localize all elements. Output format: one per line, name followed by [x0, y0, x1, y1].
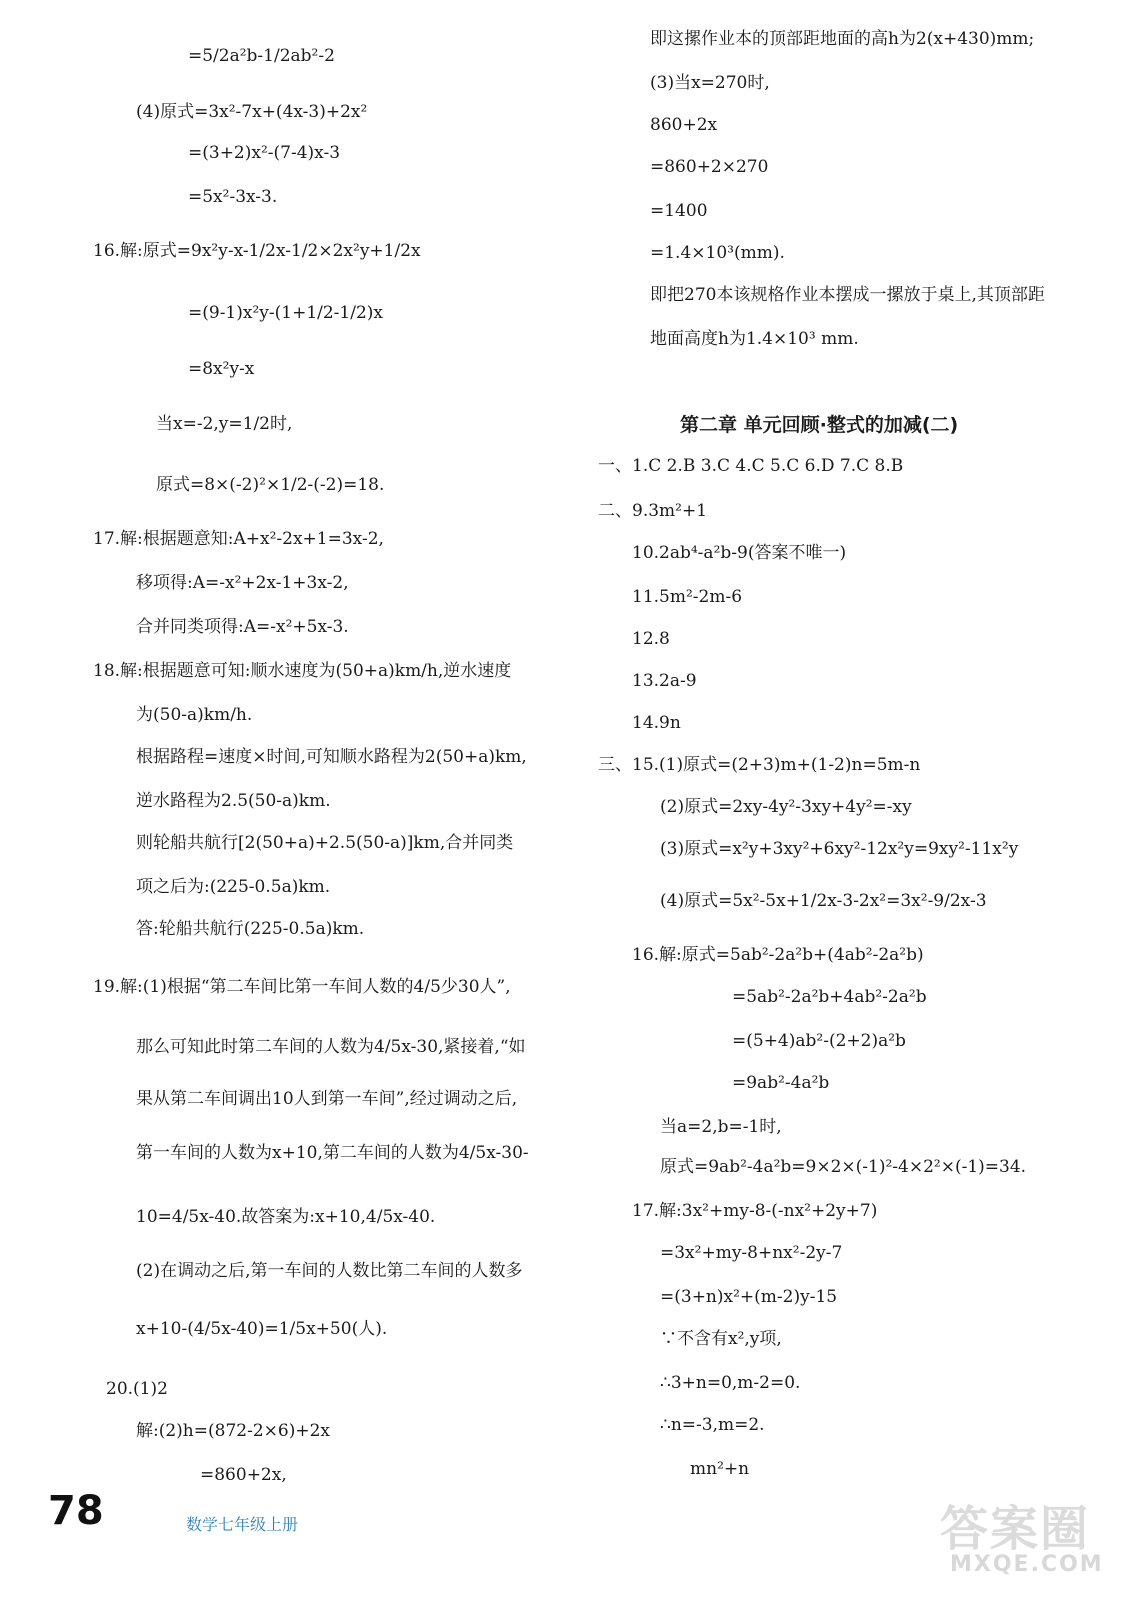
answer-line: =860+2×270	[650, 157, 769, 177]
answer-line: (4)原式=3x²-7x+(4x-3)+2x²	[136, 102, 368, 122]
answer-line: =860+2x,	[200, 1465, 287, 1485]
watermark-logo	[920, 1490, 1125, 1590]
page-number: 78	[48, 1488, 104, 1534]
answer-line: 三、15.(1)原式=(2+3)m+(1-2)n=5m-n	[598, 755, 921, 775]
answer-line: 10.2ab⁴-a²b-9(答案不唯一)	[632, 543, 847, 563]
answer-line: 逆水路程为2.5(50-a)km.	[136, 791, 331, 811]
answer-line: 果从第二车间调出10人到第一车间”,经过调动之后,	[136, 1089, 518, 1109]
answer-line: =(9-1)x²y-(1+1/2-1/2)x	[188, 303, 384, 323]
book-title: 数学七年级上册	[186, 1515, 299, 1534]
answer-line: 第一车间的人数为x+10,第二车间的人数为4/5x-30-	[136, 1143, 529, 1163]
answer-line: =5/2a²b-1/2ab²-2	[188, 46, 335, 66]
answer-line: 即把270本该规格作业本摆成一摞放于桌上,其顶部距	[650, 285, 1045, 305]
answer-line: ∴3+n=0,m-2=0.	[660, 1373, 801, 1393]
answer-line: 即这摞作业本的顶部距地面的高h为2(x+430)mm;	[650, 29, 1035, 49]
answer-line: =9ab²-4a²b	[732, 1073, 830, 1093]
answer-line: 20.(1)2	[106, 1379, 168, 1399]
answer-line: =3x²+my-8+nx²-2y-7	[660, 1243, 843, 1263]
answer-line: 二、9.3m²+1	[598, 501, 708, 521]
answer-line: 860+2x	[650, 115, 718, 135]
answer-line: ∴n=-3,m=2.	[660, 1415, 765, 1435]
watermark-sub-text: MXQE.COM	[950, 1552, 1104, 1577]
answer-line: 一、1.C 2.B 3.C 4.C 5.C 6.D 7.C 8.B	[598, 456, 904, 476]
answer-line: =8x²y-x	[188, 359, 255, 379]
answer-line: (3)原式=x²y+3xy²+6xy²-12x²y=9xy²-11x²y	[660, 839, 1019, 859]
answer-line: 当a=2,b=-1时,	[660, 1117, 782, 1137]
answer-line: 地面高度h为1.4×10³ mm.	[650, 329, 859, 349]
answer-line: 17.解:3x²+my-8-(-nx²+2y+7)	[632, 1201, 878, 1221]
answer-line: 根据路程=速度×时间,可知顺水路程为2(50+a)km,	[136, 747, 527, 767]
answer-line: =(3+n)x²+(m-2)y-15	[660, 1287, 838, 1307]
answer-line: =(3+2)x²-(7-4)x-3	[188, 143, 341, 163]
answer-line: 10=4/5x-40.故答案为:x+10,4/5x-40.	[136, 1207, 436, 1227]
answer-line: mn²+n	[690, 1459, 750, 1479]
answer-line: 12.8	[632, 629, 670, 649]
answer-line: 16.解:原式=5ab²-2a²b+(4ab²-2a²b)	[632, 945, 924, 965]
answer-line: (2)在调动之后,第一车间的人数比第二车间的人数多	[136, 1261, 523, 1281]
answer-line: 项之后为:(225-0.5a)km.	[136, 877, 331, 897]
answer-line: x+10-(4/5x-40)=1/5x+50(人).	[136, 1319, 388, 1339]
answer-line: =1.4×10³(mm).	[650, 243, 785, 263]
answer-line: 18.解:根据题意可知:顺水速度为(50+a)km/h,逆水速度	[93, 661, 512, 681]
answer-line: (4)原式=5x²-5x+1/2x-3-2x²=3x²-9/2x-3	[660, 891, 987, 911]
answer-line: 解:(2)h=(872-2×6)+2x	[136, 1421, 330, 1441]
answer-line: 17.解:根据题意知:A+x²-2x+1=3x-2,	[93, 529, 384, 549]
answer-line: 16.解:原式=9x²y-x-1/2x-1/2×2x²y+1/2x	[93, 241, 421, 261]
watermark-main-text: 答案圈	[940, 1501, 1091, 1557]
answer-line: (2)原式=2xy-4y²-3xy+4y²=-xy	[660, 797, 912, 817]
answer-line: 原式=8×(-2)²×1/2-(-2)=18.	[156, 475, 385, 495]
answer-line: 13.2a-9	[632, 671, 697, 691]
answer-line: ∵不含有x²,y项,	[660, 1329, 782, 1349]
answer-line: 那么可知此时第二车间的人数为4/5x-30,紧接着,“如	[136, 1037, 526, 1057]
answer-line: 为(50-a)km/h.	[136, 705, 253, 725]
answer-line: 移项得:A=-x²+2x-1+3x-2,	[136, 573, 349, 593]
answer-line: 合并同类项得:A=-x²+5x-3.	[136, 617, 349, 637]
answer-line: 11.5m²-2m-6	[632, 587, 743, 607]
answer-line: =5x²-3x-3.	[188, 187, 278, 207]
answer-line: =(5+4)ab²-(2+2)a²b	[732, 1031, 906, 1051]
answer-line: 当x=-2,y=1/2时,	[156, 414, 293, 434]
answer-line: 则轮船共航行[2(50+a)+2.5(50-a)]km,合并同类	[136, 833, 514, 853]
answer-line: 答:轮船共航行(225-0.5a)km.	[136, 919, 365, 939]
section-title: 第二章 单元回顾·整式的加减(二)	[680, 414, 959, 436]
answer-line: =5ab²-2a²b+4ab²-2a²b	[732, 987, 927, 1007]
answer-line: 原式=9ab²-4a²b=9×2×(-1)²-4×2²×(-1)=34.	[660, 1157, 1027, 1177]
answer-line: 14.9n	[632, 713, 681, 733]
answer-line: 19.解:(1)根据“第二车间比第一车间人数的4/5少30人”,	[93, 977, 511, 997]
answer-line: =1400	[650, 201, 708, 221]
answer-line: (3)当x=270时,	[650, 73, 770, 93]
